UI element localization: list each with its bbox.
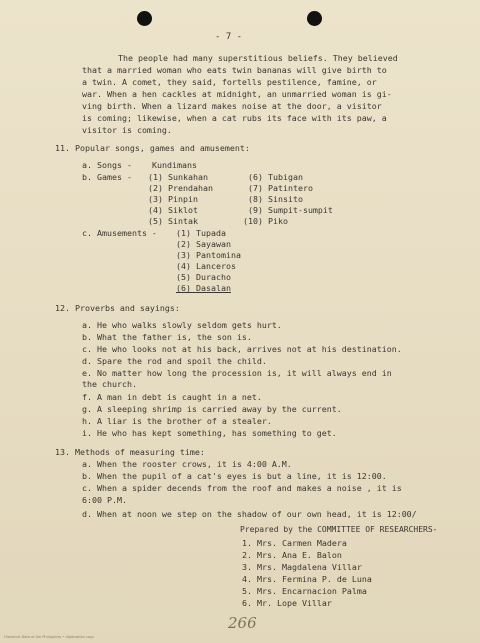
proverb-item: g. A sleeping shrimp is carried away by the current.	[82, 404, 342, 414]
punch-hole-left	[137, 11, 152, 26]
committee-member: 2. Mrs. Ana E. Balon	[242, 550, 342, 560]
songs-label: a. Songs -	[82, 160, 132, 170]
game-item: (8) Sinsito	[248, 194, 303, 204]
committee-member: 6. Mr. Lope Villar	[242, 598, 332, 608]
intro-line: that a married woman who eats twin bananas will give birth to	[82, 65, 387, 75]
time-method-item: a. When the rooster crows, it is 4:00 A.M.	[82, 459, 292, 469]
game-item: (3) Pinpin	[148, 194, 198, 204]
amusement-item: (2) Sayawan	[176, 239, 231, 249]
intro-line: war. When a hen cackles at midnight, an unmarried woman is gi-	[82, 89, 392, 99]
proverb-item: b. What the father is, the son is.	[82, 332, 252, 342]
proverb-item: e. No matter how long the procession is, it will always end in	[82, 368, 392, 378]
committee-member: 4. Mrs. Fermina P. de Luna	[242, 574, 372, 584]
amusement-item: (1) Tupada	[176, 228, 226, 238]
proverb-item: the church.	[82, 379, 137, 389]
proverb-item: h. A liar is the brother of a stealer.	[82, 416, 272, 426]
amusement-item: (4) Lanceros	[176, 261, 236, 271]
intro-line: ving birth. When a lizard makes noise at the door, a visitor	[82, 101, 382, 111]
game-item: (5) Sintak	[148, 216, 198, 226]
intro-line: is coming; likewise, when a cat rubs its face with its paw, a	[82, 113, 387, 123]
amusements-label: c. Amusements -	[82, 228, 157, 238]
proverb-item: f. A man in debt is caught in a net.	[82, 392, 262, 402]
game-item: (7) Patintero	[248, 183, 313, 193]
section-11-title: 11. Popular songs, games and amusement:	[55, 143, 250, 153]
section-12-title: 12. Proverbs and sayings:	[55, 303, 180, 313]
amusement-item: (3) Pantomina	[176, 250, 241, 260]
punch-hole-right	[307, 11, 322, 26]
intro-line: visitor is coming.	[82, 125, 172, 135]
games-label: b. Games -	[82, 172, 132, 182]
proverb-item: c. He who looks not at his back, arrives not at his destination.	[82, 344, 402, 354]
page-number: - 7 -	[215, 32, 243, 42]
committee-member: 3. Mrs. Magdalena Villar	[242, 562, 362, 572]
game-item: (9) Sumpit-sumpit	[248, 205, 333, 215]
handwritten-page-number: 266	[228, 614, 257, 632]
time-method-item: c. When a spider decends from the roof and makes a noise , it is	[82, 483, 402, 493]
proverb-item: d. Spare the rod and spoil the child.	[82, 356, 267, 366]
proverb-item: a. He who walks slowly seldom gets hurt.	[82, 320, 282, 330]
intro-line: a twin. A comet, they said, fortells pestilence, famine, or	[82, 77, 377, 87]
amusement-item: (5) Duracho	[176, 272, 231, 282]
intro-line: The people had many superstitious beliefs. They believed	[118, 53, 398, 63]
game-item: (10) Piko	[243, 216, 288, 226]
songs-value: Kundimans	[152, 160, 197, 170]
game-item: (6) Tubigan	[248, 172, 303, 182]
time-method-item: b. When the pupil of a cat's eyes is but a line, it is 12:00.	[82, 471, 387, 481]
footer-note: Historical Data of the Philippines • digitization copy	[4, 635, 95, 639]
section-13-title: 13. Methods of measuring time:	[55, 447, 205, 457]
time-method-item: 6:00 P.M.	[82, 495, 127, 505]
committee-member: 1. Mrs. Carmen Madera	[242, 538, 347, 548]
time-method-item: d. When at noon we step on the shadow of our own head, it is 12:00/	[82, 509, 417, 519]
proverb-item: i. He who has kept something, has something to get.	[82, 428, 337, 438]
prepared-by-heading: Prepared by the COMMITTEE OF RESEARCHERS-	[240, 525, 438, 534]
amusement-item: (6) Dasalan	[176, 283, 231, 293]
game-item: (4) Siklot	[148, 205, 198, 215]
committee-member: 5. Mrs. Encarnacion Palma	[242, 586, 367, 596]
game-item: (1) Sunkahan	[148, 172, 208, 182]
game-item: (2) Prendahan	[148, 183, 213, 193]
